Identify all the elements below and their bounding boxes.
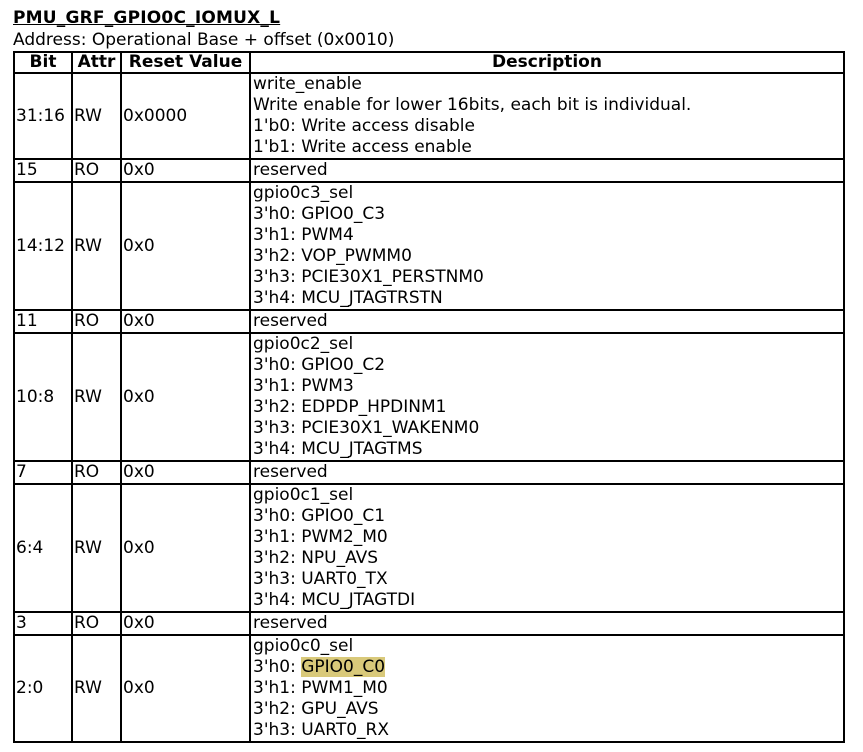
description-line: reserved — [253, 311, 328, 331]
table-row — [14, 612, 844, 635]
description-cell — [250, 159, 844, 182]
description-cell — [250, 73, 844, 159]
description-line: 3'h2: NPU_AVS — [253, 548, 379, 568]
description-line — [253, 657, 842, 678]
description-line: 1'b1: Write access enable — [253, 137, 472, 157]
description-cell — [250, 333, 844, 461]
description-cell — [250, 635, 844, 742]
bit-cell: 6:4 — [14, 484, 72, 612]
reset-cell: 0x0 — [121, 182, 250, 310]
description-line: gpio0c2_sel — [253, 334, 354, 354]
table-row — [14, 310, 844, 333]
reset-cell: 0x0 — [121, 310, 250, 333]
description-line: gpio0c0_sel — [253, 636, 354, 656]
reset-cell: 0x0 — [121, 484, 250, 612]
table-row — [14, 333, 844, 461]
bit-cell: 10:8 — [14, 333, 72, 461]
table-row — [14, 461, 844, 484]
description-line: reserved — [253, 462, 328, 482]
description-line: Write enable for lower 16bits, each bit is individual. — [253, 95, 692, 115]
description-line: 3'h1: PWM2_M0 — [253, 527, 388, 547]
description-line: 3'h3: UART0_TX — [253, 569, 388, 589]
table-header-row — [14, 52, 844, 73]
reset-cell: 0x0 — [121, 635, 250, 742]
attr-cell: RW — [72, 484, 121, 612]
column-header-attr: Attr — [72, 52, 121, 73]
bit-cell: 11 — [14, 310, 72, 333]
description-line: 3'h4: MCU_JTAGTRSTN — [253, 288, 443, 308]
description-line: reserved — [253, 613, 328, 633]
bit-cell: 14:12 — [14, 182, 72, 310]
attr-cell: RW — [72, 73, 121, 159]
description-line: 3'h4: MCU_JTAGTDI — [253, 590, 416, 610]
reset-cell: 0x0000 — [121, 73, 250, 159]
register-doc — [13, 8, 843, 743]
description-line: 3'h1: PWM3 — [253, 376, 354, 396]
table-row — [14, 73, 844, 159]
register-address: Address: Operational Base + offset (0x0010) — [13, 30, 395, 50]
description-line: 3'h0: GPIO0_C2 — [253, 355, 386, 375]
description-line: 3'h3: PCIE30X1_PERSTNM0 — [253, 267, 484, 287]
description-line: 3'h3: UART0_RX — [253, 720, 390, 740]
description-cell — [250, 461, 844, 484]
column-header-reset-value: Reset Value — [121, 52, 250, 73]
description-cell — [250, 310, 844, 333]
column-header-description: Description — [250, 52, 844, 73]
attr-cell: RO — [72, 159, 121, 182]
reset-cell: 0x0 — [121, 612, 250, 635]
table-row — [14, 159, 844, 182]
description-line: write_enable — [253, 74, 362, 94]
bit-cell: 31:16 — [14, 73, 72, 159]
table-row — [14, 182, 844, 310]
attr-cell: RW — [72, 333, 121, 461]
register-table — [13, 51, 845, 743]
description-cell — [250, 182, 844, 310]
bit-cell: 3 — [14, 612, 72, 635]
reset-cell: 0x0 — [121, 333, 250, 461]
description-line: reserved — [253, 160, 328, 180]
description-cell — [250, 484, 844, 612]
description-cell — [250, 612, 844, 635]
table-row — [14, 635, 844, 742]
attr-cell: RW — [72, 182, 121, 310]
register-title: PMU_GRF_GPIO0C_IOMUX_L — [13, 8, 281, 28]
description-line: 3'h2: GPU_AVS — [253, 699, 379, 719]
description-prefix: 3'h0: — [253, 657, 302, 677]
description-line: 3'h1: PWM4 — [253, 225, 354, 245]
highlighted-text: GPIO0_C0 — [301, 657, 386, 677]
attr-cell: RO — [72, 612, 121, 635]
description-line: 3'h0: GPIO0_C1 — [253, 506, 386, 526]
description-line: gpio0c1_sel — [253, 485, 354, 505]
bit-cell: 7 — [14, 461, 72, 484]
bit-cell: 2:0 — [14, 635, 72, 742]
description-line: 1'b0: Write access disable — [253, 116, 475, 136]
column-header-bit: Bit — [14, 52, 72, 73]
description-line: 3'h3: PCIE30X1_WAKENM0 — [253, 418, 480, 438]
reset-cell: 0x0 — [121, 461, 250, 484]
attr-cell: RO — [72, 310, 121, 333]
attr-cell: RO — [72, 461, 121, 484]
description-line: 3'h0: GPIO0_C3 — [253, 204, 386, 224]
description-line: gpio0c3_sel — [253, 183, 354, 203]
reset-cell: 0x0 — [121, 159, 250, 182]
description-line: 3'h4: MCU_JTAGTMS — [253, 439, 423, 459]
description-line: 3'h2: EDPDP_HPDINM1 — [253, 397, 447, 417]
attr-cell: RW — [72, 635, 121, 742]
description-line: 3'h2: VOP_PWMM0 — [253, 246, 412, 266]
bit-cell: 15 — [14, 159, 72, 182]
description-line: 3'h1: PWM1_M0 — [253, 678, 388, 698]
table-row — [14, 484, 844, 612]
